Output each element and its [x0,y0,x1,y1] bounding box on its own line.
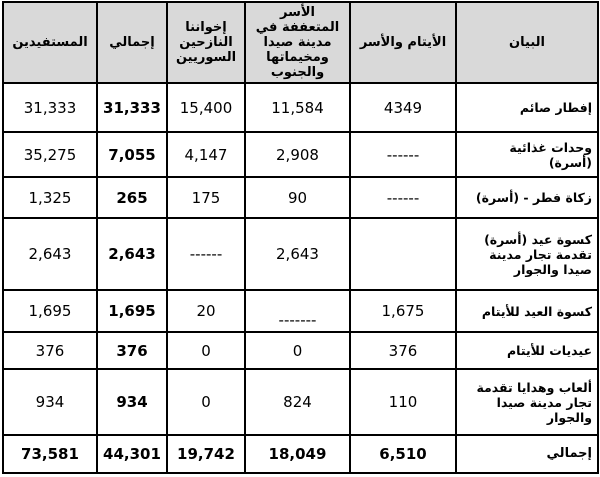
header-beneficiaries: المستفيدين [3,2,97,83]
cell-orphans: 110 [350,369,456,435]
header-label: البيان [456,2,598,83]
table-row [3,218,598,290]
summary-beneficiaries: 73,581 [3,435,97,473]
row-label: كسوة العيد للأيتام [456,290,598,332]
cell-beneficiaries: 35,275 [3,132,97,177]
cell-total: 934 [97,369,167,435]
header-orphans: الأيتام والأسر [350,2,456,83]
summary-total: 44,301 [97,435,167,473]
cell-beneficiaries: 934 [3,369,97,435]
table-row [3,290,598,332]
header-affected-families: الأسر المتعففة في مدينة صيدا ومخيماتها والجنوب [245,2,350,83]
cell-orphans: ------ [350,177,456,218]
table-row [3,332,598,369]
cell-beneficiaries: 1,325 [3,177,97,218]
header-total: إجمالي [97,2,167,83]
aid-distribution-table [2,1,599,474]
cell-syrians: 4,147 [167,132,245,177]
summary-affected: 18,049 [245,435,350,473]
summary-syrians: 19,742 [167,435,245,473]
cell-beneficiaries: 2,643 [3,218,97,290]
cell-affected: 824 [245,369,350,435]
header-syrian-refugees: إخواننا النازحين السوريين [167,2,245,83]
cell-beneficiaries: 1,695 [3,290,97,332]
cell-affected: 11,584 [245,83,350,132]
cell-beneficiaries: 376 [3,332,97,369]
cell-affected: 2,643 [245,218,350,290]
cell-orphans: 4349 [350,83,456,132]
cell-orphans: 1,675 [350,290,456,332]
cell-syrians: 20 [167,290,245,332]
cell-affected: ------- [245,290,350,332]
header-row [3,2,598,83]
row-label: زكاة فطر - (أسرة) [456,177,598,218]
cell-beneficiaries: 31,333 [3,83,97,132]
table-row [3,83,598,132]
cell-total: 265 [97,177,167,218]
row-label: كسوة عيد (أسرة) تقدمة تجار مدينة صيدا والجوار [456,218,598,290]
row-label: إفطار صائم [456,83,598,132]
summary-row [3,435,598,473]
cell-total: 1,695 [97,290,167,332]
table-row [3,132,598,177]
cell-syrians: 15,400 [167,83,245,132]
table-row [3,369,598,435]
summary-label: إجمالي [456,435,598,473]
cell-affected: 90 [245,177,350,218]
row-label: ألعاب وهدايا تقدمة تجار مدينة صيدا والجوار [456,369,598,435]
row-label: وحدات غذائية (أسرة) [456,132,598,177]
cell-orphans: 376 [350,332,456,369]
cell-orphans [350,218,456,290]
cell-orphans: ------ [350,132,456,177]
cell-total: 31,333 [97,83,167,132]
cell-affected: 2,908 [245,132,350,177]
cell-affected: 0 [245,332,350,369]
cell-syrians: ------ [167,218,245,290]
cell-total: 2,643 [97,218,167,290]
cell-syrians: 0 [167,369,245,435]
cell-total: 7,055 [97,132,167,177]
cell-total: 376 [97,332,167,369]
cell-syrians: 175 [167,177,245,218]
cell-syrians: 0 [167,332,245,369]
row-label: عيديات للأيتام [456,332,598,369]
summary-orphans: 6,510 [350,435,456,473]
table-row [3,177,598,218]
